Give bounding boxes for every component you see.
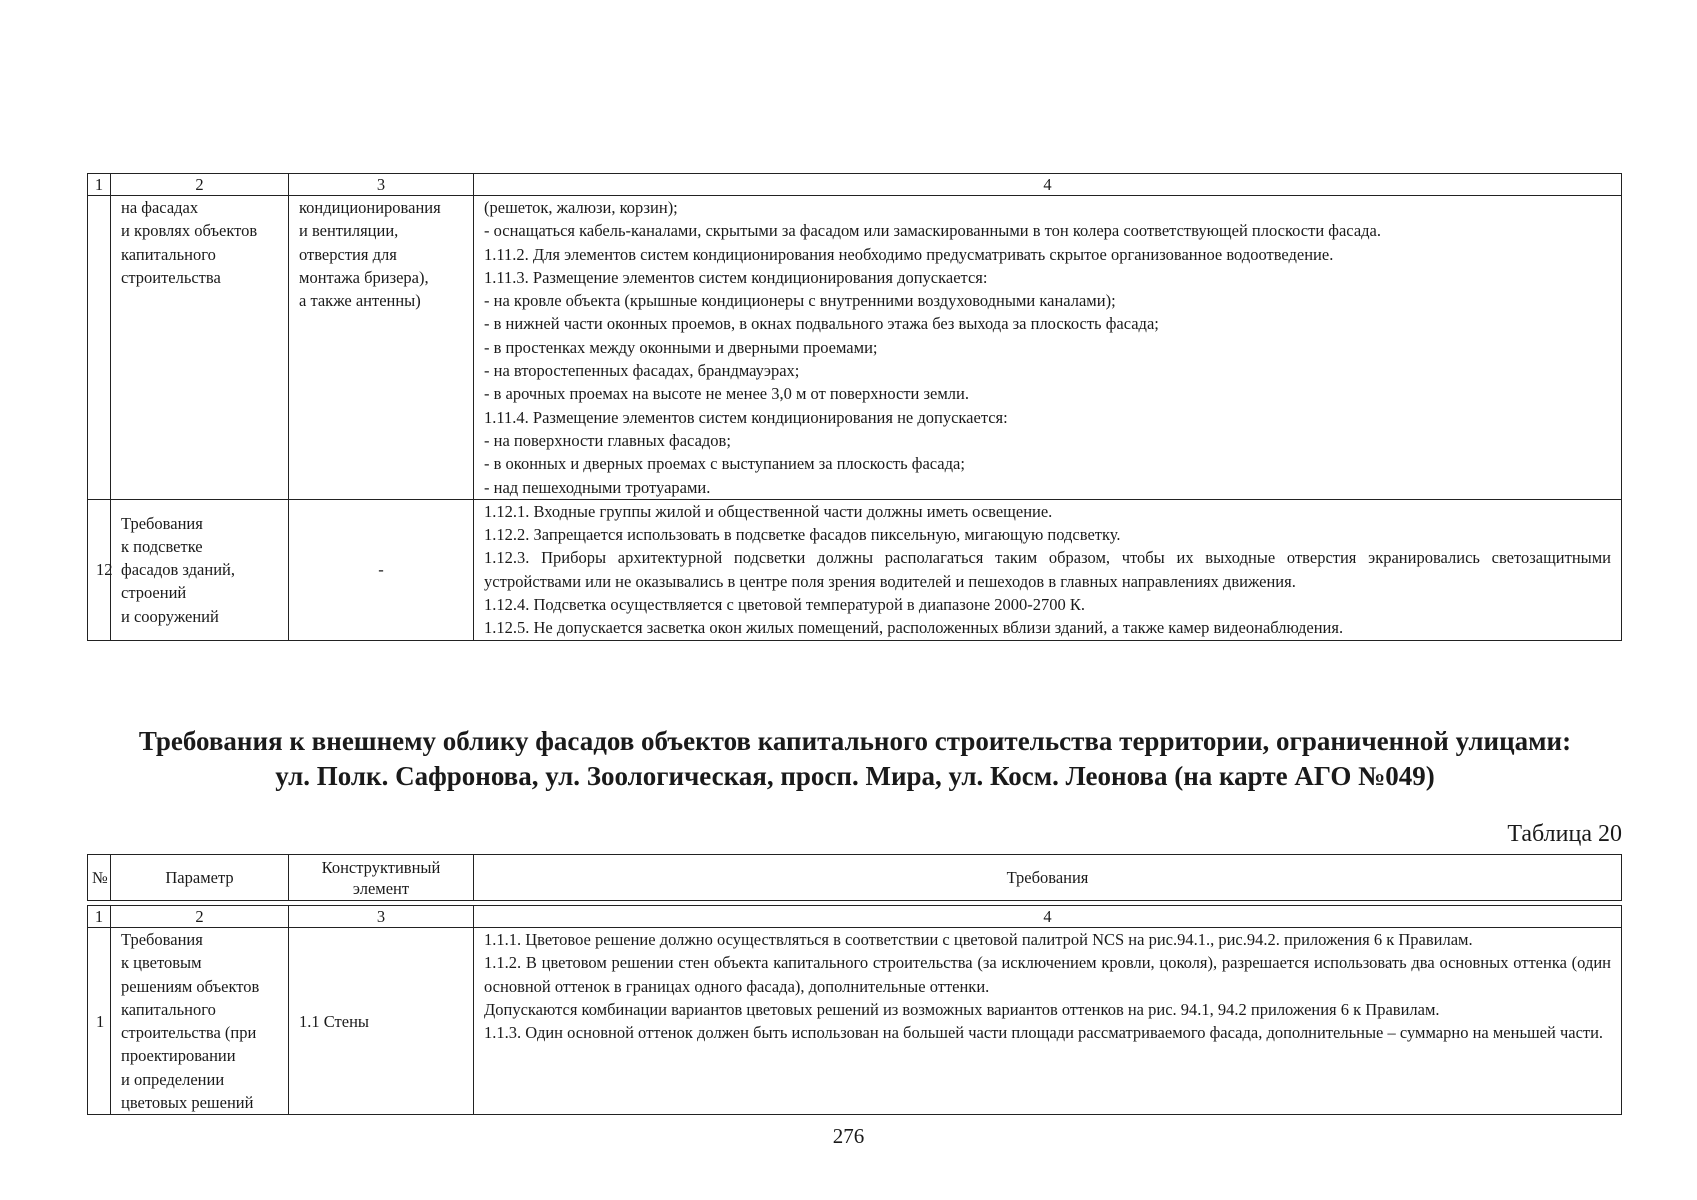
requirement-line: 1.1.1. Цветовое решение должно осуществляться в соответствии с цветовой палитрой NCS на рис.94.1., рис.94.2. приложения 6 к Правилам. — [484, 930, 1473, 949]
column-number: 2 — [111, 174, 289, 196]
page-number: 276 — [832, 1124, 865, 1148]
column-number: 4 — [474, 174, 1622, 196]
parameter-line: фасадов зданий, — [121, 560, 235, 580]
requirement-line: - в нижней части оконных проемов, в окнах подвального этажа без выхода за плоскость фасада; — [484, 314, 1159, 334]
parameter-line: цветовых решений — [121, 1093, 254, 1113]
parameter-line: проектировании — [121, 1046, 236, 1066]
parameter-line: и кровлях объектов — [121, 221, 258, 241]
requirement-line: - на поверхности главных фасадов; — [484, 430, 731, 450]
table-row-continuation — [88, 196, 1622, 500]
requirement-line: 1.11.2. Для элементов систем кондиционирования необходимо предусматривать скрытое организованное водоотведение. — [484, 244, 1334, 264]
requirement-line: - в арочных проемах на высоте не менее 3,0 м от поверхности земли. — [484, 384, 969, 404]
requirement-line: 1.12.3. Приборы архитектурной подсветки должны располагаться таким образом, чтобы их выходные отверстия экранировались светозащитными устройствами или не оказывались в центре поля зрения водителей и пешеходов в главных направлениях движения. — [484, 548, 1611, 591]
row-number-cell: 1 — [88, 928, 111, 1115]
parameter-line: Требования — [121, 930, 203, 949]
section-heading-line: ул. Полк. Сафронова, ул. Зоологическая, просп. Мира, ул. Косм. Леонова (на карте АГО №049) — [275, 761, 1435, 791]
parameter-line: к цветовым — [121, 953, 202, 973]
parameter-line: к подсветке — [121, 536, 203, 556]
requirement-line: 1.1.3. Один основной оттенок должен быть использован на большей части площади рассматриваемого фасада, дополнительные – суммарно на меньшей части. — [484, 1023, 1604, 1043]
table-20-header — [87, 854, 1622, 901]
section-heading-line: Требования к внешнему облику фасадов объектов капитального строительства территории, ограниченной улицами: — [138, 726, 1572, 756]
requirement-line: 1.12.4. Подсветка осуществляется с цветовой температурой в диапазоне 2000-2700 К. — [484, 595, 1086, 615]
element-line: и вентиляции, — [299, 221, 399, 241]
parameter-cell — [111, 499, 289, 640]
parameter-line: строительства — [121, 267, 221, 287]
element-line: кондиционирования — [299, 198, 441, 217]
continued-requirements-table — [87, 173, 1622, 641]
table-caption: Таблица 20 — [1507, 821, 1622, 847]
element-cell: - — [289, 499, 474, 640]
parameter-line: решениям объектов — [121, 976, 260, 996]
parameter-line: и определении — [121, 1069, 225, 1089]
column-header: Параметр — [111, 855, 289, 901]
element-line: монтажа бризера), — [299, 267, 429, 287]
requirement-line: 1.11.4. Размещение элементов систем кондиционирования не допускается: — [484, 407, 1008, 427]
column-number: 2 — [111, 906, 289, 928]
element-cell — [289, 196, 474, 500]
parameter-line: капитального — [121, 244, 216, 264]
column-header-row — [88, 855, 1622, 901]
requirement-line: 1.11.3. Размещение элементов систем кондиционирования допускается: — [484, 267, 988, 287]
column-number-row — [88, 174, 1622, 196]
table-row-12 — [88, 499, 1622, 640]
element-line: а также антенны) — [299, 291, 421, 311]
table-20-body — [87, 905, 1622, 1115]
column-number-row — [88, 906, 1622, 928]
element-cell: 1.1 Стены — [289, 928, 474, 1115]
parameter-line: строительства (при — [121, 1023, 257, 1043]
requirements-cell — [474, 499, 1622, 640]
column-header: № — [88, 855, 111, 901]
parameter-line: на фасадах — [121, 198, 199, 217]
requirements-cell — [474, 196, 1622, 500]
requirement-line: Допускаются комбинации вариантов цветовых решений из возможных вариантов оттенков на рис. 94.1, 94.2 приложения 6 к Правилам. — [484, 999, 1440, 1019]
requirement-line: - на кровле объекта (крышные кондиционеры с внутренними воздуховодными каналами); — [484, 291, 1116, 311]
parameter-line: и сооружений — [121, 606, 219, 626]
column-number: 1 — [88, 906, 111, 928]
column-header: Требования — [474, 855, 1622, 901]
requirement-line: - на второстепенных фасадах, брандмауэрах; — [484, 361, 800, 381]
column-number: 3 — [289, 174, 474, 196]
parameter-line: Требования — [121, 513, 203, 533]
requirement-line: - оснащаться кабель-каналами, скрытыми за фасадом или замаскированными в тон колера соответствующей плоскости фасада. — [484, 221, 1381, 241]
element-line: отверстия для — [299, 244, 397, 264]
parameter-cell — [111, 928, 289, 1115]
requirement-line: 1.12.2. Запрещается использовать в подсветке фасадов пиксельную, мигающую подсветку. — [484, 525, 1121, 545]
column-number: 1 — [88, 174, 111, 196]
column-number: 4 — [474, 906, 1622, 928]
column-header: Конструктивный элемент — [289, 855, 474, 901]
requirement-line: 1.12.1. Входные группы жилой и общественной части должны иметь освещение. — [484, 501, 1053, 521]
requirement-line: - над пешеходными тротуарами. — [484, 477, 711, 497]
column-number: 3 — [289, 906, 474, 928]
requirement-line: 1.1.2. В цветовом решении стен объекта капитального строительства (за исключением кровли, цоколя), разрешается использовать два основных оттенка (один основной оттенок в границах одного фасада), дополнительные оттенки. — [484, 953, 1611, 996]
requirements-cell — [474, 928, 1622, 1115]
parameter-cell — [111, 196, 289, 500]
row-number-cell — [88, 196, 111, 500]
parameter-line: капитального — [121, 999, 216, 1019]
requirement-line: - в простенках между оконными и дверными проемами; — [484, 337, 878, 357]
requirement-line: - в оконных и дверных проемах с выступанием за плоскость фасада; — [484, 454, 965, 474]
row-number-cell: 12 — [88, 499, 111, 640]
requirement-line: (решеток, жалюзи, корзин); — [484, 198, 678, 217]
section-heading — [60, 724, 1650, 794]
requirement-line: 1.12.5. Не допускается засветка окон жилых помещений, расположенных вблизи зданий, а также камер видеонаблюдения. — [484, 618, 1344, 638]
parameter-line: строений — [121, 583, 187, 603]
table-row-1 — [88, 928, 1622, 1115]
